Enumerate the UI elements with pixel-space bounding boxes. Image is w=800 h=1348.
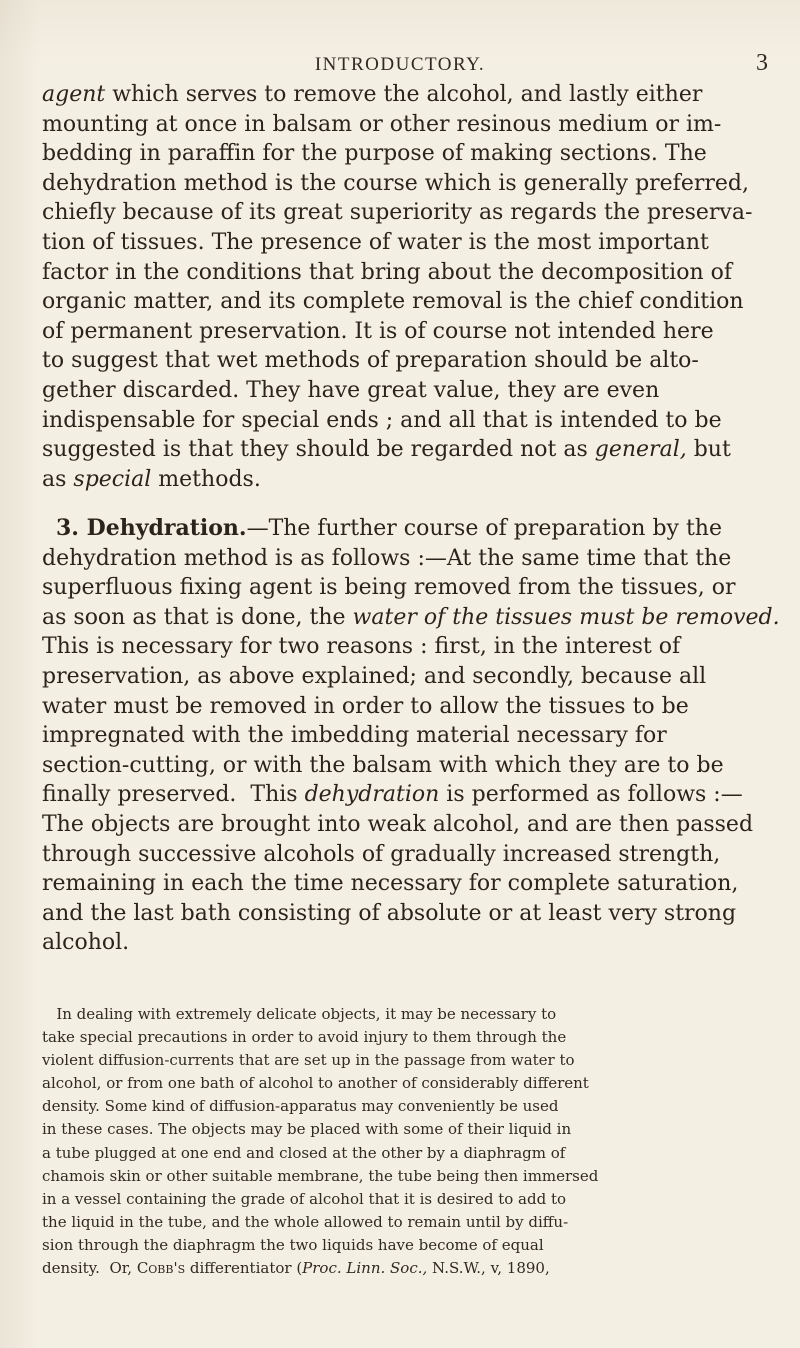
italic-word-dehydration: dehydration xyxy=(304,782,440,808)
page-number: 3 xyxy=(756,50,768,76)
text-line: alcohol, or from one bath of alcohol to another of considerably different xyxy=(42,1074,589,1093)
text-line: take special precautions in order to avoid injury to them through the xyxy=(42,1028,567,1047)
text-line: through successive alcohols of gradually increased strength, xyxy=(42,841,721,867)
section-heading-line: 3. Dehydration.—The further course of preparation by the xyxy=(56,515,722,541)
text-line: in these cases. The objects may be placed with some of their liquid in xyxy=(42,1120,572,1139)
text-line: as soon as that is done, the water of the tissues must be removed. xyxy=(42,604,780,630)
running-head: INTRODUCTORY. xyxy=(314,54,486,75)
text-line: as special methods. xyxy=(42,466,261,492)
text-line: and the last bath consisting of absolute or at least very strong xyxy=(42,900,737,926)
section-dehydration xyxy=(42,514,780,958)
text-line: mounting at once in balsam or other resinous medium or im- xyxy=(42,111,722,137)
small-print-note xyxy=(42,1003,770,1280)
text-line: section-cutting, or with the balsam with which they are to be xyxy=(42,752,724,778)
text-line: sion through the diaphragm the two liquids have become of equal xyxy=(42,1235,544,1254)
text-line: dehydration method is as follows :—At the same time that the xyxy=(42,545,732,571)
text-line: The objects are brought into weak alcohol, and are then passed xyxy=(42,811,754,837)
text-line: preservation, as above explained; and secondly, because all xyxy=(42,663,707,689)
text-line-content: In dealing with extremely delicate objects, it may be necessary to xyxy=(56,1005,557,1023)
text-line: alcohol. xyxy=(42,930,130,956)
text-line: in a vessel containing the grade of alcohol that it is desired to add to xyxy=(42,1189,567,1208)
text-line: density. Or, Cobb's differentiator (Proc. Linn. Soc., N.S.W., v, 1890, xyxy=(42,1259,550,1278)
text-line: finally preserved. This dehydration is performed as follows :— xyxy=(42,782,743,808)
text-line: to suggest that wet methods of preparation should be alto- xyxy=(42,348,699,374)
text-line: impregnated with the imbedding material necessary for xyxy=(42,723,667,749)
text-line xyxy=(42,1003,770,1026)
italic-word-special: special xyxy=(73,466,152,492)
text-line: bedding in paraffin for the purpose of making sections. The xyxy=(42,141,707,167)
text-line: chiefly because of its great superiority as regards the preserva- xyxy=(42,200,753,226)
text-line: agent which serves to remove the alcohol, and lastly either xyxy=(42,82,703,107)
text-line: suggested is that they should be regarded not as general, but xyxy=(42,437,731,463)
text-line: of permanent preservation. It is of course not intended here xyxy=(42,318,714,344)
text-line: organic matter, and its complete removal is the chief condition xyxy=(42,289,744,315)
text-line: the liquid in the tube, and the whole allowed to remain until by diffu- xyxy=(42,1212,569,1231)
text-line: remaining in each the time necessary for complete saturation, xyxy=(42,871,739,897)
text-line: density. Some kind of diffusion-apparatus may conveniently be used xyxy=(42,1097,559,1116)
text-line: a tube plugged at one end and closed at the other by a diaphragm of xyxy=(42,1143,566,1162)
text-line: violent diffusion-currents that are set up in the passage from water to xyxy=(42,1051,575,1070)
text-line: superfluous fixing agent is being removed from the tissues, or xyxy=(42,575,736,601)
text-line: dehydration method is the course which is generally preferred, xyxy=(42,170,749,196)
author-name-cobb: Cobb's xyxy=(136,1259,186,1278)
italic-phrase-water: water of the tissues must be removed. xyxy=(352,604,780,630)
italic-word-agent: agent xyxy=(42,82,106,107)
text-line: indispensable for special ends ; and all that is intended to be xyxy=(42,407,722,433)
text-line: factor in the conditions that bring about the decomposition of xyxy=(42,259,732,285)
section-heading: 3. Dehydration. xyxy=(56,515,247,541)
italic-citation: Proc. Linn. Soc., xyxy=(302,1259,428,1278)
text-line: gether discarded. They have great value, they are even xyxy=(42,377,660,403)
text-line: This is necessary for two reasons : first, in the interest of xyxy=(42,634,681,660)
text-line: chamois skin or other suitable membrane, the tube being then immersed xyxy=(42,1166,599,1185)
text-line: tion of tissues. The presence of water is the most important xyxy=(42,229,709,255)
text-line: water must be removed in order to allow the tissues to be xyxy=(42,693,689,719)
paragraph-continuation xyxy=(42,80,770,494)
italic-word-general: general, xyxy=(594,437,687,463)
